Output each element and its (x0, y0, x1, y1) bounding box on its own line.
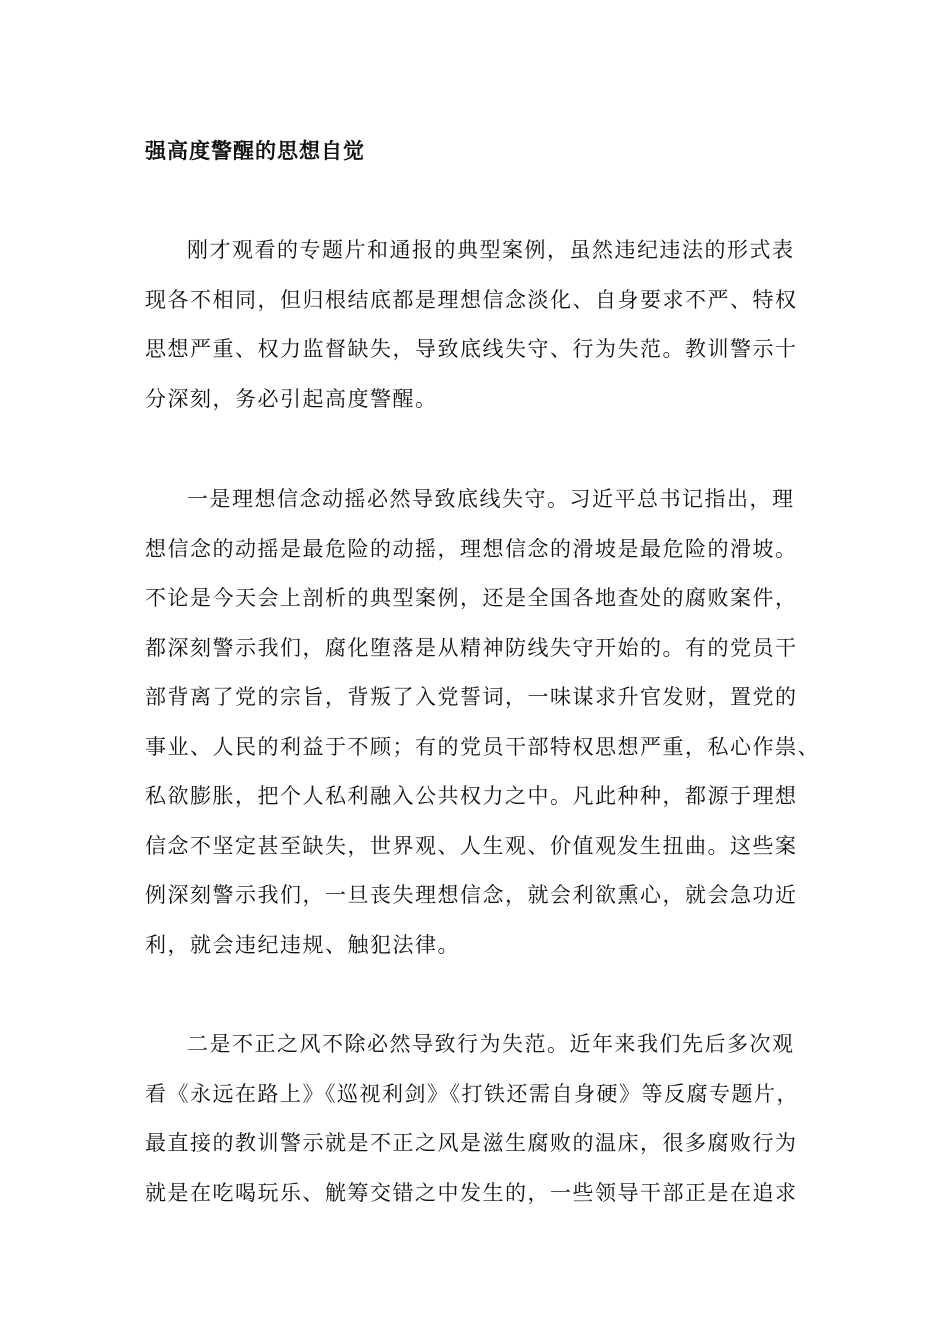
paragraph-line: 一是理想信念动摇必然导致底线失守。习近平总书记指出，理 (187, 487, 795, 511)
paragraph-line: 信念不坚定甚至缺失，世界观、人生观、价值观发生扭曲。这些案 (145, 833, 798, 858)
paragraph-2 (145, 475, 820, 970)
paragraph-line: 现各不相同，但归根结底都是理想信念淡化、自身要求不严、特权 (145, 287, 798, 312)
paragraph-line: 二是不正之风不除必然导致行为失范。近年来我们先后多次观 (187, 1032, 795, 1056)
paragraph-line: 就是在吃喝玩乐、觥筹交错之中发生的，一些领导干部正是在追求 (145, 1180, 798, 1205)
paragraph-line: 不论是今天会上剖析的典型案例，还是全国各地查处的腐败案件， (145, 586, 798, 610)
document-title: 强高度警醒的思想自觉 (145, 138, 365, 163)
paragraph-line: 都深刻警示我们，腐化堕落是从精神防线失守开始的。有的党员干 (145, 635, 798, 660)
paragraph-3 (145, 1020, 815, 1218)
paragraph-line: 私欲膨胀，把个人私利融入公共权力之中。凡此种种，都源于理想 (145, 784, 798, 808)
paragraph-line: 部背离了党的宗旨，背叛了入党誓词，一味谋求升官发财，置党的 (145, 685, 798, 709)
paragraph-1 (145, 226, 815, 424)
paragraph-line: 事业、人民的利益于不顾；有的党员干部特权思想严重，私心作祟、 (145, 734, 820, 759)
paragraph-line: 最直接的教训警示就是不正之风是滋生腐败的温床，很多腐败行为 (145, 1131, 798, 1155)
paragraph-line: 刚才观看的专题片和通报的典型案例，虽然违纪违法的形式表 (187, 238, 795, 262)
paragraph-line: 想信念的动摇是最危险的动摇，理想信念的滑坡是最危险的滑坡。 (145, 536, 798, 561)
paragraph-line: 利，就会违纪违规、触犯法律。 (145, 932, 460, 957)
paragraph-line: 分深刻，务必引起高度警醒。 (145, 386, 438, 411)
paragraph-line: 例深刻警示我们，一旦丧失理想信念，就会利欲熏心，就会急功近 (145, 883, 798, 907)
paragraph-line: 看《永远在路上》《巡视利剑》《打铁还需自身硬》等反腐专题片， (145, 1081, 799, 1106)
paragraph-line: 思想严重、权力监督缺失，导致底线失守、行为失范。教训警示十 (145, 337, 798, 361)
